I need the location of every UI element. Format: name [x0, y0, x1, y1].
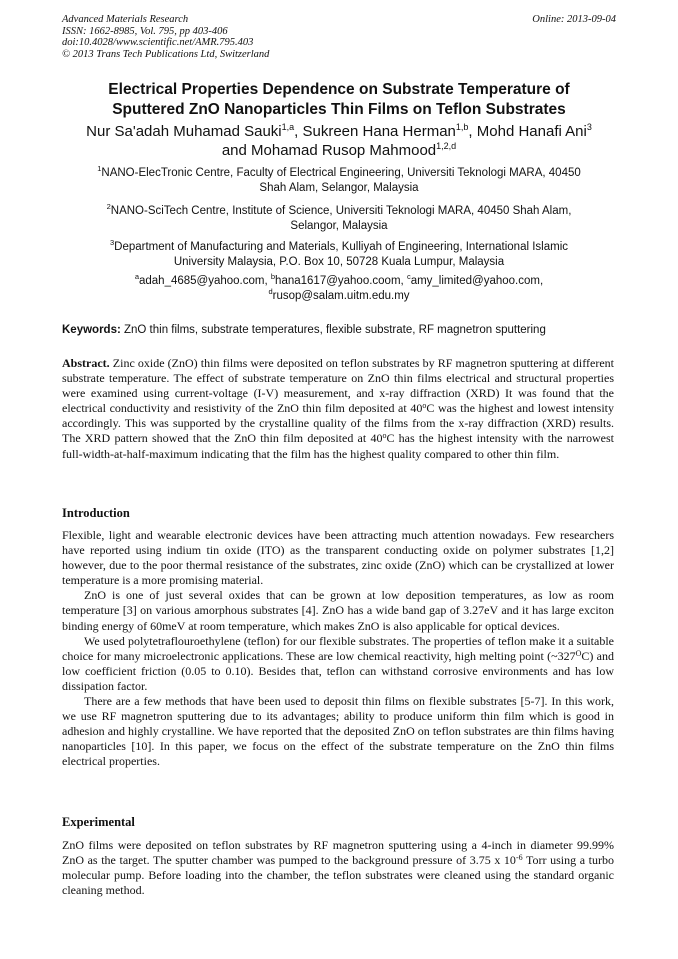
affiliation-1-line-2: Shah Alam, Selangor, Malaysia — [259, 182, 419, 194]
affiliation-2-text: NANO-SciTech Centre, Institute of Science, Universiti Teknologi MARA, 40450 Shah Alam, — [110, 205, 572, 217]
email-d: rusop@salam.uitm.edu.my — [272, 290, 410, 302]
experimental-text-2: Torr using a turbo molecular pump. Before loading into the chamber, the teflon substrates were cleaned using the standard organic cleaning method. — [62, 853, 614, 898]
author-emails — [62, 274, 616, 304]
email-b: hana1617@yahoo.coom, — [275, 275, 407, 287]
author-1-sup: 1,a — [281, 122, 295, 132]
abstract-text-1: Zinc oxide (ZnO) thin films were deposited on teflon substrates by RF magnetron sputtering at different substrate temperature. The effect of substrate temperature on ZnO thin films electrical and structural properties were examined using current-voltage (I-V) measurement, and x-ray diffraction (XRD) It was found that the electrical conductivity and resistivity of the ZnO thin film deposited at 40 — [62, 356, 614, 416]
journal-issn: ISSN: 1662-8985, Vol. 795, pp 403-406 — [62, 25, 228, 37]
email-c-marker: c — [406, 272, 411, 281]
email-a: adah_4685@yahoo.com, — [138, 275, 271, 287]
introduction-heading: Introduction — [62, 506, 130, 520]
affiliation-2-number: 2 — [106, 202, 111, 211]
degree-symbol: o — [422, 401, 427, 411]
author-3-sup: 3 — [586, 122, 592, 132]
abstract-text-3: C has the highest intensity with the narrowest full-width-at-half-maximum indicating that the film has the highest quality compared to other thin film. — [62, 431, 615, 461]
keywords — [62, 323, 622, 338]
introduction-body — [62, 528, 614, 770]
affiliation-1 — [62, 166, 616, 196]
journal-copyright: © 2013 Trans Tech Publications Ltd, Switzerland — [62, 48, 270, 60]
journal-header — [62, 14, 616, 60]
abstract-label: Abstract. — [62, 356, 110, 370]
affiliation-3 — [62, 240, 616, 270]
affiliation-3-line-1 — [62, 240, 616, 255]
email-c: amy_limited@yahoo.com, — [410, 275, 544, 287]
intro-paragraph-3-part-2: C) and low coefficient friction (0.05 to 0.10). Besides that, teflon can withstand corrosive environments and has low dissipation factor. — [62, 648, 614, 693]
affiliation-3-number: 3 — [109, 238, 115, 247]
keywords-text: ZnO thin films, substrate temperatures, flexible substrate, RF magnetron sputtering — [120, 324, 546, 336]
author-separator: , — [468, 123, 477, 140]
author-line-1 — [30, 122, 648, 141]
emails-line-1 — [62, 274, 616, 289]
intro-paragraph-2: ZnO is one of just several oxides that can be grown at low deposition temperatures, as low as room temperature [3] on various amorphous substrates [4]. ZnO has a wide band gap of 3.27eV and it has large exciton binding energy of 60meV at room temperature, which makes ZnO is also applicable for optical devices. — [62, 588, 614, 633]
experimental-text-1: ZnO films were deposited on teflon substrates by RF magnetron sputtering using a 4-inch in diameter 99.99% ZnO as the target. The sputter chamber was pumped to the background pressure of 3.75 x 10 — [62, 838, 614, 868]
affiliation-1-line-1 — [62, 166, 616, 181]
online-date: Online: 2013-09-04 — [532, 14, 616, 25]
affiliation-2 — [62, 204, 616, 234]
author-and: and — [221, 142, 252, 159]
keywords-label: Keywords: — [62, 324, 121, 336]
author-list — [30, 122, 648, 160]
author-4-sup: 1,2,d — [436, 141, 457, 151]
author-line-2 — [30, 141, 648, 160]
affiliation-2-line-2: Selangor, Malaysia — [290, 220, 388, 232]
intro-paragraph-3 — [62, 634, 614, 694]
emails-line-2 — [62, 289, 616, 304]
journal-doi: doi:10.4028/www.scientific.net/AMR.795.403 — [62, 37, 254, 48]
email-d-marker: d — [268, 287, 273, 296]
degree-symbol: o — [382, 431, 387, 441]
intro-paragraph-3-part-1: We used polytetraflouroethylene (teflon) for our flexible substrates. The properties of teflon make it a suitable choice for many microelectronic applications. These are low chemical reactivity, high melting point (~327 — [62, 633, 614, 663]
journal-name: Advanced Materials Research — [62, 14, 189, 25]
title-line-2: Sputtered ZnO Nanoparticles Thin Films on Teflon Substrates — [112, 101, 566, 118]
abstract-text-2: C was the highest and lowest intensity accordingly. This was supported by the crystalline quality of the films from the x-ray diffraction (XRD) results. The XRD pattern showed that the ZnO thin film deposited at 40 — [62, 401, 615, 446]
intro-paragraph-1: Flexible, light and wearable electronic devices have been attracting much attention nowadays. Few researchers have reported using indium tin oxide (ITO) as the transparent conducting oxide on polymer substrates [1,2] however, due to the poor thermal resistance of the substrates, zinc oxide (ZnO) which can be crystallized at lower temperature is a more promising material. — [62, 528, 614, 588]
author-2-sup: 1,b — [455, 122, 469, 132]
email-b-marker: b — [270, 272, 276, 281]
affiliation-1-text: NANO-ElecTronic Centre, Faculty of Electrical Engineering, Universiti Teknologi MARA, 40450 — [101, 167, 581, 179]
degree-symbol: O — [575, 648, 582, 658]
intro-paragraph-4: There are a few methods that have been used to deposit thin films on flexible substrates [5-7]. In this work, we use RF magnetron sputtering due to its advantages; ability to produce uniform thin film which is good in adhesion and highly crystalline. We have reported that the deposited ZnO on teflon substrates are thin films having nanoparticles [10]. In this paper, we focus on the effect of the substrate temperature on the ZnO thin films electrical properties. — [62, 694, 614, 769]
email-a-marker: a — [134, 272, 139, 281]
author-4-name: Mohamad Rusop Mahmood — [251, 142, 437, 159]
experimental-body — [62, 838, 614, 898]
abstract — [62, 356, 614, 462]
author-3-name: Mohd Hanafi Ani — [476, 123, 587, 140]
affiliation-2-line-1 — [62, 204, 616, 219]
author-separator: , — [294, 123, 303, 140]
affiliation-3-line-2: University Malaysia, P.O. Box 10, 50728 Kuala Lumpur, Malaysia — [173, 256, 505, 268]
experimental-paragraph-1 — [62, 838, 614, 898]
pressure-exponent: -6 — [515, 853, 523, 863]
author-1-name: Nur Sa'adah Muhamad Sauki — [86, 123, 282, 140]
title-line-1: Electrical Properties Dependence on Substrate Temperature of — [108, 81, 570, 98]
paper-title — [40, 80, 638, 120]
affiliation-1-number: 1 — [97, 164, 102, 173]
experimental-heading: Experimental — [62, 815, 135, 829]
author-2-name: Sukreen Hana Herman — [302, 123, 456, 140]
affiliation-3-text: Department of Manufacturing and Materials, Kulliyah of Engineering, International Islamic — [114, 241, 569, 253]
